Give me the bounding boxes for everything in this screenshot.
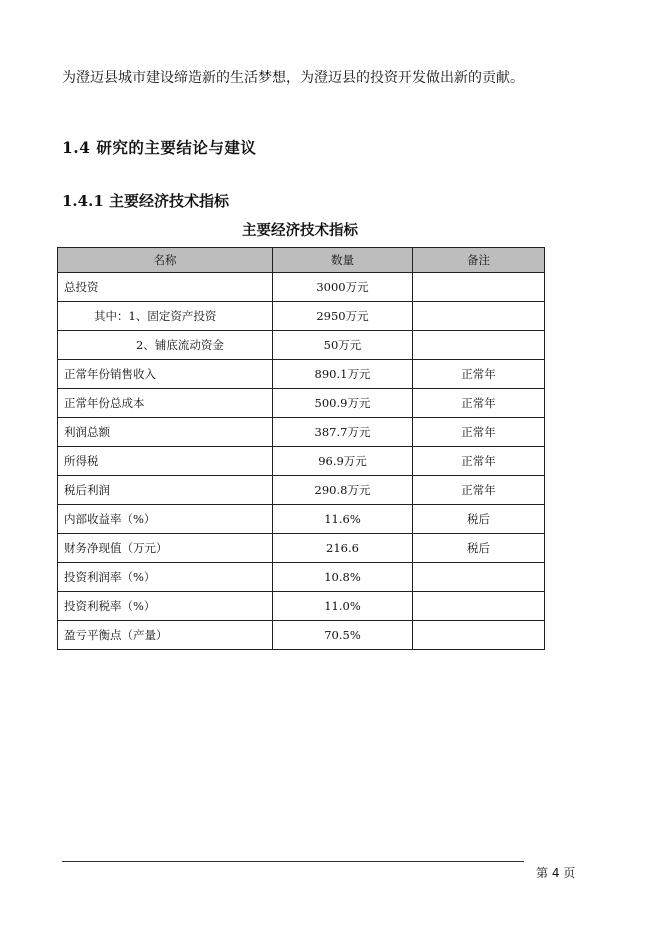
row-remark xyxy=(413,273,545,302)
row-name: 盈亏平衡点（产量） xyxy=(58,621,273,650)
row-quantity: 10.8% xyxy=(273,563,413,592)
table-caption: 主要经济技术指标 xyxy=(242,222,358,239)
row-quantity: 70.5% xyxy=(273,621,413,650)
table-row xyxy=(58,592,545,621)
row-quantity: 216.6 xyxy=(273,534,413,563)
row-quantity: 500.9万元 xyxy=(273,389,413,418)
row-remark: 正常年 xyxy=(413,360,545,389)
row-remark: 正常年 xyxy=(413,418,545,447)
intro-paragraph: 为澄迈县城市建设缔造新的生活梦想，为澄迈县的投资开发做出新的贡献。 xyxy=(62,70,524,86)
row-remark xyxy=(413,302,545,331)
row-name: 其中：1、固定资产投资 xyxy=(58,302,273,331)
table-row xyxy=(58,273,545,302)
row-remark: 正常年 xyxy=(413,447,545,476)
row-name: 所得税 xyxy=(58,447,273,476)
row-remark: 税后 xyxy=(413,534,545,563)
row-quantity: 96.9万元 xyxy=(273,447,413,476)
row-quantity: 11.0% xyxy=(273,592,413,621)
table-row xyxy=(58,621,545,650)
row-quantity: 890.1万元 xyxy=(273,360,413,389)
row-remark xyxy=(413,621,545,650)
row-name: 总投资 xyxy=(58,273,273,302)
table-row xyxy=(58,389,545,418)
section-heading: 1.4 研究的主要结论与建议 xyxy=(62,138,257,157)
page-number: 第 4 页 xyxy=(536,866,576,880)
row-name: 利润总额 xyxy=(58,418,273,447)
table-row xyxy=(58,418,545,447)
row-name: 税后利润 xyxy=(58,476,273,505)
subsection-heading: 1.4.1 主要经济技术指标 xyxy=(62,192,229,210)
row-remark xyxy=(413,592,545,621)
header-name: 名称 xyxy=(58,248,273,273)
row-remark xyxy=(413,563,545,592)
row-remark: 正常年 xyxy=(413,389,545,418)
row-quantity: 387.7万元 xyxy=(273,418,413,447)
row-quantity: 3000万元 xyxy=(273,273,413,302)
row-quantity: 11.6% xyxy=(273,505,413,534)
row-name: 正常年份销售收入 xyxy=(58,360,273,389)
indicators-table xyxy=(57,247,545,650)
row-quantity: 290.8万元 xyxy=(273,476,413,505)
header-quantity: 数量 xyxy=(273,248,413,273)
row-remark xyxy=(413,331,545,360)
row-name: 投资利润率（%） xyxy=(58,563,273,592)
row-name: 2、铺底流动资金 xyxy=(58,331,273,360)
table-row xyxy=(58,447,545,476)
table-row xyxy=(58,331,545,360)
table-row xyxy=(58,360,545,389)
table-row xyxy=(58,302,545,331)
row-name: 正常年份总成本 xyxy=(58,389,273,418)
row-name: 投资利税率（%） xyxy=(58,592,273,621)
row-remark: 税后 xyxy=(413,505,545,534)
table-header-row xyxy=(58,248,545,273)
table-row xyxy=(58,476,545,505)
row-name: 内部收益率（%） xyxy=(58,505,273,534)
table-row xyxy=(58,563,545,592)
table-row xyxy=(58,505,545,534)
row-remark: 正常年 xyxy=(413,476,545,505)
header-remark: 备注 xyxy=(413,248,545,273)
row-quantity: 50万元 xyxy=(273,331,413,360)
footer-divider xyxy=(62,861,524,862)
table-row xyxy=(58,534,545,563)
row-quantity: 2950万元 xyxy=(273,302,413,331)
row-name: 财务净现值（万元） xyxy=(58,534,273,563)
